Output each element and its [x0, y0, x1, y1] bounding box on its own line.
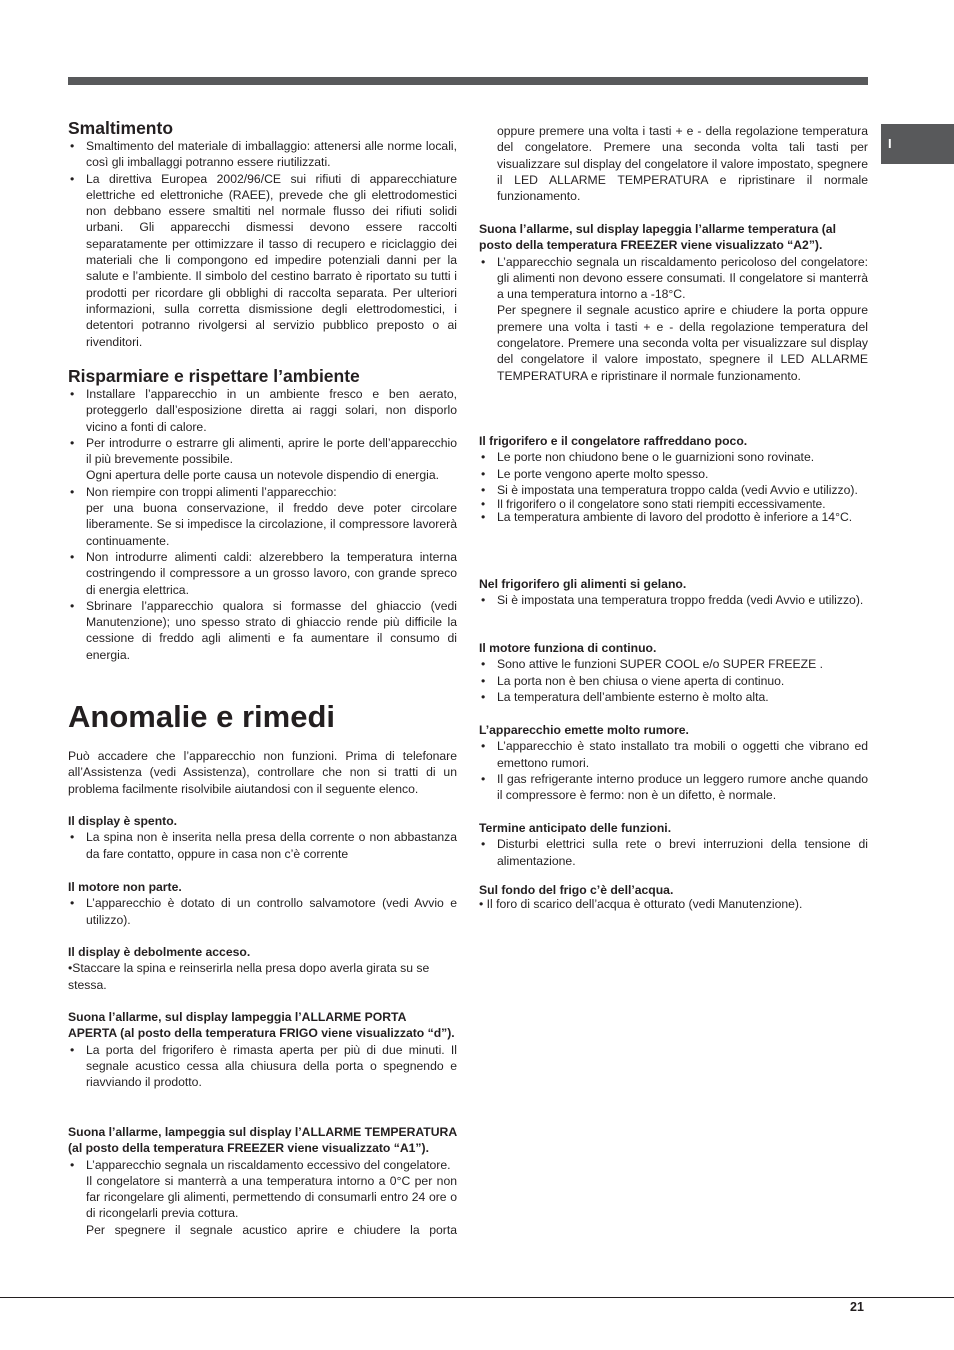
list-item: • La temperatura ambiente di lavoro del prodotto è inferiore a 14°C.: [481, 510, 853, 525]
list-item: • Installare l’apparecchio in un ambiente fresco e ben aerato, proteggerlo dall’esposizione diretta ai raggi solari, non disporlo vicino a fonti di calore.: [70, 387, 457, 434]
issue-heading: Il frigorifero e il congelatore raffreddano poco.: [479, 434, 748, 448]
intro-paragraph: Può accadere che l’apparecchio non funzioni. Prima di telefonare all’Assistenza (vedi Assistenza), controllare che non si tratti di un problema facilmente risolvibile aiutandosi con il seguente elenco.: [68, 749, 457, 796]
list-item: • Disturbi elettrici sulla rete o brevi interruzioni della tensione di alimentazione.: [481, 837, 868, 868]
issue-acqua: [479, 883, 868, 911]
list-item: • Le porte vengono aperte molto spesso.: [481, 466, 709, 481]
list-item: • Il gas refrigerante interno produce un leggero rumore anche quando il compressore è fermo: non è un difetto, è normale.: [481, 771, 868, 803]
list-item: • Sono attive le funzioni SUPER COOL e/o SUPER FREEZE .: [481, 657, 824, 672]
list-item: • Le porte non chiudono bene o le guarnizioni sono rovinate.: [481, 450, 815, 465]
issue-termine: [479, 820, 868, 869]
issue-heading: Il motore funziona di continuo.: [479, 641, 657, 655]
issue-rumore: [479, 722, 868, 803]
list-item: • L’apparecchio è stato installato tra mobili o oggetti che vibrano ed emettono rumori.: [481, 739, 868, 770]
list-item: • Il foro di scarico dell’acqua è otturato (vedi Manutenzione).: [479, 897, 803, 911]
issue-heading: Suona l’allarme, sul display lapeggia l’allarme temperatura (al posto della temperatura FREEZER viene visualizzato “A2”).: [479, 222, 836, 253]
issue-allarme-a2: [479, 221, 868, 384]
list-item: • L’apparecchio segnala un riscaldamento eccessivo del congelatore.: [70, 1157, 451, 1172]
list-item: • La spina non è inserita nella presa della corrente o non abbastanza da fare contatto, oppure in casa non c’è corrente: [70, 830, 457, 861]
issue-heading: Suona l’allarme, lampeggia sul display l’ALLARME TEMPERATURA (al posto della temperatura FREEZER viene visualizzato “A1”).: [68, 1125, 457, 1156]
issue-heading: Il display è spento.: [68, 814, 178, 828]
issue-si-gelano: [479, 576, 868, 609]
section-anomalie: [68, 700, 457, 734]
list-item: • La direttiva Europea 2002/96/CE sui rifiuti di apparecchiature elettriche ed elettroniche (RAEE), prevede che gli elettrodomestici non debbano essere smaltiti nel normale flusso dei rifiuti solidi urbani. Gli apparecchi dismessi devono essere raccolti separatamente per ottimizzare il tasso di recupero e riciclaggio dei materiali che li compongono ed impedire potenziali danni per la salute e l’ambiente. Il simbolo del cestino barrato è riportato su tutti i prodotti per ricordare gli obblighi di raccolta separata. Per ulteriori informazioni, sulla corretta dismissione degli elettrodomestici, i detentori potranno rivolgersi al servizio pubblico preposto o ai rivenditori.: [70, 171, 457, 349]
list-item: • Smaltimento del materiale di imballaggio: attenersi alle norme locali, così gli imballaggi potranno essere riutilizzati.: [70, 139, 457, 170]
list-item: • Non introdurre alimenti caldi: alzerebbero la temperatura interna costringendo il compressore a un grosso lavoro, con grande spreco di energia elettrica.: [70, 549, 457, 597]
page-number: 21: [850, 1300, 864, 1314]
header-bar: [68, 77, 868, 85]
issue-allarme-a1: [68, 1124, 457, 1238]
issue-raffreddano-poco: [479, 433, 868, 524]
list-item-continuation: per una buona conservazione, il freddo deve poter circolare liberamente. Se si impedisce la circolazione, il compressore lavorerà continuamente.: [86, 501, 457, 548]
issue-heading: Termine anticipato delle funzioni.: [479, 821, 672, 835]
list-item: • L’apparecchio è dotato di un controllo salvamotore (vedi Avvio e utilizzo).: [70, 896, 457, 927]
issue-motore-continuo: [479, 640, 868, 705]
list-item-continuation: Ogni apertura delle porte causa un notevole dispendio di energia.: [86, 468, 440, 483]
list-item: • L’apparecchio segnala un riscaldamento pericoloso del congelatore: gli alimenti non devono essere consumati. Il congelatore si manterrà a una temperatura intorno a -18°C.: [481, 254, 868, 302]
language-tab: I: [881, 124, 954, 164]
list-item: • Non riempire con troppi alimenti l’apparecchio:: [70, 484, 337, 499]
issue-heading: Suona l’allarme, sul display lampeggia l’ALLARME PORTA APERTA (al posto della temperatura FRIGO viene visualizzato “d”).: [68, 1010, 455, 1041]
list-item: • La temperatura dell’ambiente esterno è molto alta.: [481, 689, 769, 704]
issue-heading: Nel frigorifero gli alimenti si gelano.: [479, 577, 687, 591]
list-item-continuation: Il congelatore si manterrà a una temperatura intorno a 0°C per non far ricongelare gli alimenti, permettendo di consumarli entro 24 ore o di ricongelarli previa cottura.: [86, 1173, 457, 1221]
issue-heading: Sul fondo del frigo c’è dell’acqua.: [479, 883, 674, 897]
a1-continuation: oppure premere una volta i tasti + e - della regolazione temperatura del congelatore. Premere una seconda volta tali tasti per visualizzare sul display del congelatore il valore impostato, spegnere il LED ALLARME TEMPERATURA e ripristinare il normale funzionamento.: [497, 124, 868, 204]
list-item: • Il frigorifero o il congelatore sono stati riempiti eccessivamente.: [481, 497, 826, 512]
footer-rule: [0, 1297, 954, 1298]
list-item: • Sbrinare l’apparecchio qualora si formasse del ghiaccio (vedi Manutenzione); uno spesso strato di ghiaccio rende più difficile la cessione di freddo agli alimenti e fa aumentare il consumo di energia.: [70, 598, 457, 662]
issue-allarme-porta: [68, 1009, 457, 1090]
list-item-continuation: Per spegnere il segnale acustico aprire e chiudere la porta oppure premere una volta i tasti + e - della regolazione temperatura del congelatore. Premere una seconda volta per visualizzare sul display del congelatore il valore impostato, spegnere il LED ALLARME TEMPERATURA e ripristinare il normale funzionamento.: [497, 303, 868, 383]
section-risparmiare: [68, 366, 457, 663]
list-item: • La porta del frigorifero è rimasta aperta per più di due minuti. Il segnale acustico cessa alla chiusura della porta o spegnendo e riavviando il prodotto.: [70, 1042, 457, 1090]
section-title: Smaltimento: [68, 118, 174, 138]
page-title: Anomalie e rimedi: [68, 700, 457, 734]
list-item: • Si è impostata una temperatura troppo calda (vedi Avvio e utilizzo).: [481, 482, 858, 497]
issue-heading: L’apparecchio emette molto rumore.: [479, 723, 689, 737]
issue-display-spento: [68, 813, 457, 862]
issue-heading: Il display è debolmente acceso.: [68, 945, 251, 959]
list-item: • Si è impostata una temperatura troppo fredda (vedi Avvio e utilizzo).: [481, 593, 864, 608]
issue-heading: Il motore non parte.: [68, 880, 182, 894]
section-title: Risparmiare e rispettare l’ambiente: [68, 366, 360, 386]
issue-motore-non-parte: [68, 879, 457, 928]
list-item: • La porta non è ben chiusa o viene aperta di continuo.: [481, 673, 785, 688]
list-item: •Staccare la spina e reinserirla nella presa dopo averla girata su se stessa.: [68, 961, 430, 992]
list-item-continuation: Per spegnere il segnale acustico aprire e chiudere la porta: [86, 1222, 457, 1237]
list-item: • Per introdurre o estrarre gli alimenti, aprire le porte dell’apparecchio il più brevemente possibile.: [70, 435, 457, 467]
issue-display-debole: [68, 944, 457, 993]
section-smaltimento: [68, 118, 457, 350]
